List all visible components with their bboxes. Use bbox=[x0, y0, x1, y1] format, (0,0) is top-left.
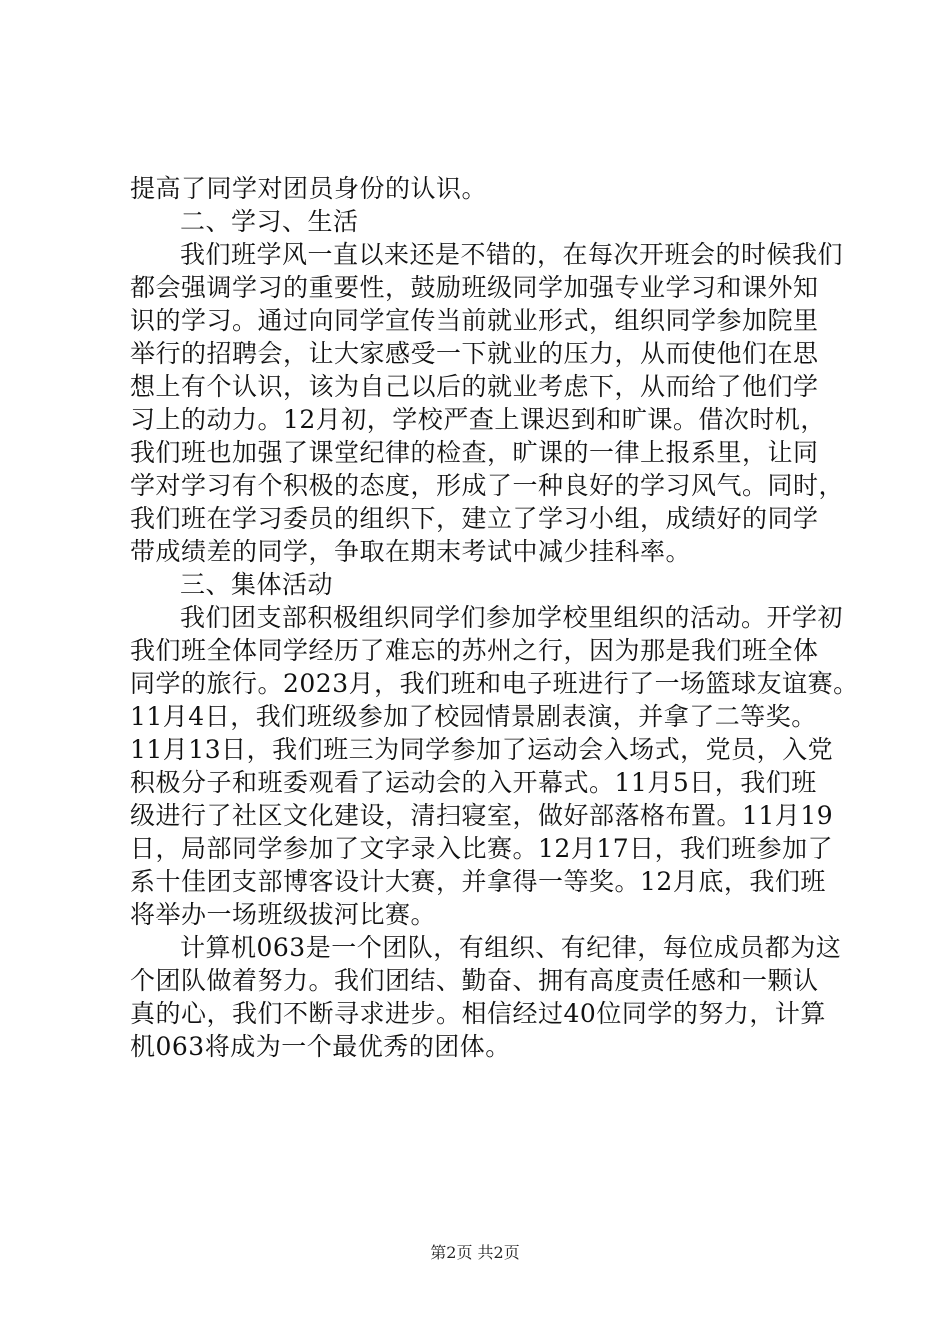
text-line: 举行的招聘会，让大家感受一下就业的压力，从而使他们在思 bbox=[130, 339, 819, 368]
text-line: 学对学习有个积极的态度，形成了一种良好的学习风气。同时， bbox=[130, 471, 845, 500]
text-line: 我们班学风一直以来还是不错的，在每次开班会的时候我们 bbox=[180, 240, 844, 269]
text-line: 习上的动力。12月初，学校严查上课迟到和旷课。借次时机， bbox=[130, 405, 826, 434]
text-line: 机063将成为一个最优秀的团体。 bbox=[130, 1032, 511, 1061]
text-line: 真的心，我们不断寻求进步。相信经过40位同学的努力，计算 bbox=[130, 999, 826, 1028]
text-line: 11月13日，我们班三为同学参加了运动会入场式，党员，入党 bbox=[130, 735, 834, 764]
section-heading: 三、集体活动 bbox=[180, 570, 334, 599]
text-line: 系十佳团支部博客设计大赛，并拿得一等奖。12月底，我们班 bbox=[130, 867, 826, 896]
text-line: 11月4日，我们班级参加了校园情景剧表演，并拿了二等奖。 bbox=[130, 702, 817, 731]
text-line: 个团队做着努力。我们团结、勤奋、拥有高度责任感和一颗认 bbox=[130, 966, 819, 995]
text-line: 我们班在学习委员的组织下，建立了学习小组，成绩好的同学 bbox=[130, 504, 819, 533]
text-line: 我们班全体同学经历了难忘的苏州之行，因为那是我们班全体 bbox=[130, 636, 819, 665]
text-line: 我们班也加强了课堂纪律的检查，旷课的一律上报系里，让同 bbox=[130, 438, 819, 467]
text-line: 将举办一场班级拔河比赛。 bbox=[130, 900, 437, 929]
text-line: 带成绩差的同学，争取在期末考试中减少挂科率。 bbox=[130, 537, 692, 566]
text-line: 同学的旅行。2023月，我们班和电子班进行了一场篮球友谊赛。 bbox=[130, 669, 859, 698]
text-line: 积极分子和班委观看了运动会的入开幕式。11月5日，我们班 bbox=[130, 768, 817, 797]
text-line: 级进行了社区文化建设，清扫寝室，做好部落格布置。11月19 bbox=[130, 801, 834, 830]
text-line: 都会强调学习的重要性，鼓励班级同学加强专业学习和课外知 bbox=[130, 273, 819, 302]
text-line: 我们团支部积极组织同学们参加学校里组织的活动。开学初 bbox=[180, 603, 844, 632]
page-number-footer: 第2页 共2页 bbox=[430, 1243, 520, 1262]
document-body bbox=[130, 172, 860, 1063]
text-line: 识的学习。通过向同学宣传当前就业形式，组织同学参加院里 bbox=[130, 306, 819, 335]
text-line: 提高了同学对团员身份的认识。 bbox=[130, 174, 488, 203]
section-heading: 二、学习、生活 bbox=[180, 207, 359, 236]
text-line: 日，局部同学参加了文字录入比赛。12月17日，我们班参加了 bbox=[130, 834, 834, 863]
text-line: 计算机063是一个团队，有组织、有纪律，每位成员都为这 bbox=[180, 933, 842, 962]
text-line: 想上有个认识，该为自己以后的就业考虑下，从而给了他们学 bbox=[130, 372, 819, 401]
